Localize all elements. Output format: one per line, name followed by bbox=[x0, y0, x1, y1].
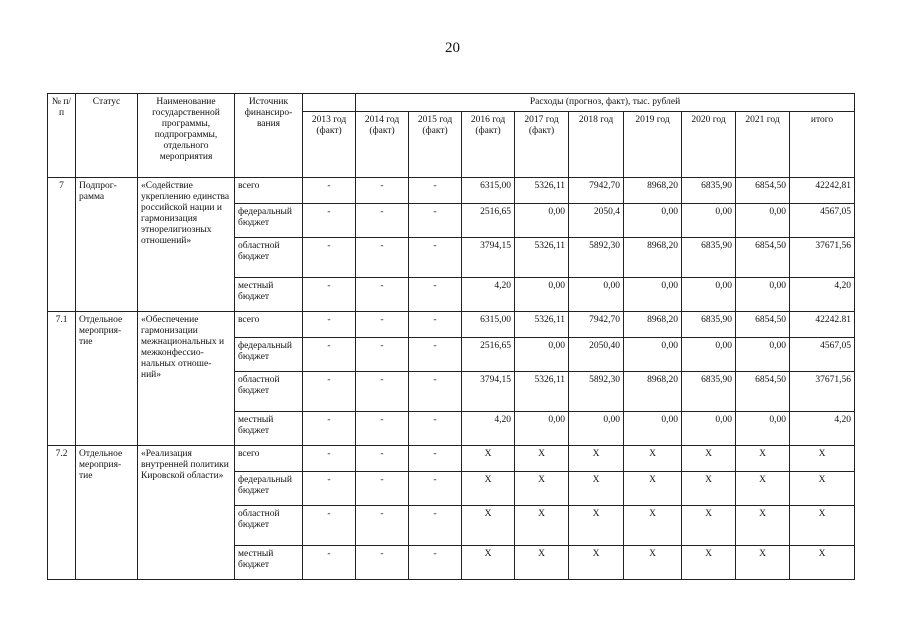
value-cell: X bbox=[790, 446, 855, 472]
group-status: Подпрог-рамма bbox=[76, 178, 138, 312]
value-cell: - bbox=[303, 472, 356, 506]
funding-source: федеральный бюджет bbox=[235, 338, 303, 372]
table-row bbox=[48, 446, 855, 472]
value-cell: X bbox=[682, 446, 736, 472]
header-year-9: итого bbox=[790, 112, 855, 178]
value-cell: 6835,90 bbox=[682, 178, 736, 204]
header-name: Наименование государственной программы, подпрограммы, отдельного мероприятия bbox=[138, 94, 235, 178]
value-cell: 0,00 bbox=[624, 204, 682, 238]
header-year-3: 2016 год (факт) bbox=[462, 112, 515, 178]
value-cell: - bbox=[303, 312, 356, 338]
value-cell: 5326,11 bbox=[515, 312, 569, 338]
value-cell: - bbox=[356, 204, 409, 238]
group-status: Отдельное мероприя-тие bbox=[76, 312, 138, 446]
value-cell: 4,20 bbox=[462, 278, 515, 312]
value-cell: 6854,50 bbox=[736, 178, 790, 204]
value-cell: X bbox=[624, 472, 682, 506]
value-cell: X bbox=[624, 446, 682, 472]
value-cell: X bbox=[462, 546, 515, 580]
value-cell: 6835,90 bbox=[682, 312, 736, 338]
value-cell: 0,00 bbox=[515, 338, 569, 372]
table-row bbox=[48, 312, 855, 338]
value-cell: X bbox=[515, 472, 569, 506]
value-cell: 0,00 bbox=[624, 412, 682, 446]
value-cell: - bbox=[303, 446, 356, 472]
funding-source: всего bbox=[235, 178, 303, 204]
value-cell: - bbox=[409, 338, 462, 372]
value-cell: - bbox=[356, 312, 409, 338]
value-cell: 5892,30 bbox=[569, 238, 624, 278]
value-cell: X bbox=[515, 506, 569, 546]
group-num: 7.2 bbox=[48, 446, 76, 580]
value-cell: 0,00 bbox=[682, 204, 736, 238]
value-cell: - bbox=[303, 204, 356, 238]
value-cell: 6854,50 bbox=[736, 312, 790, 338]
header-num: № п/п bbox=[48, 94, 76, 178]
page-number: 20 bbox=[445, 40, 460, 56]
table-header bbox=[48, 94, 855, 178]
funding-source: местный бюджет bbox=[235, 546, 303, 580]
value-cell: 7942,70 bbox=[569, 178, 624, 204]
funding-source: всего bbox=[235, 312, 303, 338]
value-cell: 42242,81 bbox=[790, 178, 855, 204]
value-cell: 2050,4 bbox=[569, 204, 624, 238]
value-cell: 37671,56 bbox=[790, 238, 855, 278]
table-row bbox=[48, 178, 855, 204]
value-cell: 0,00 bbox=[624, 278, 682, 312]
value-cell: X bbox=[462, 446, 515, 472]
value-cell: - bbox=[356, 338, 409, 372]
table-body bbox=[48, 178, 855, 580]
group-status: Отдельное мероприя-тие bbox=[76, 446, 138, 580]
value-cell: 0,00 bbox=[736, 278, 790, 312]
value-cell: 0,00 bbox=[736, 204, 790, 238]
header-year-2: 2015 год (факт) bbox=[409, 112, 462, 178]
funding-source: федеральный бюджет bbox=[235, 204, 303, 238]
value-cell: 0,00 bbox=[569, 278, 624, 312]
value-cell: X bbox=[462, 506, 515, 546]
value-cell: 8968,20 bbox=[624, 312, 682, 338]
header-year-8: 2021 год bbox=[736, 112, 790, 178]
value-cell: 0,00 bbox=[682, 412, 736, 446]
funding-source: областной бюджет bbox=[235, 372, 303, 412]
value-cell: - bbox=[356, 178, 409, 204]
value-cell: 2516,65 bbox=[462, 338, 515, 372]
value-cell: - bbox=[409, 204, 462, 238]
funding-source: федеральный бюджет bbox=[235, 472, 303, 506]
value-cell: 4,20 bbox=[790, 412, 855, 446]
value-cell: - bbox=[303, 178, 356, 204]
value-cell: - bbox=[409, 472, 462, 506]
value-cell: - bbox=[409, 446, 462, 472]
value-cell: 4567,05 bbox=[790, 204, 855, 238]
header-year-4: 2017 год (факт) bbox=[515, 112, 569, 178]
value-cell: 5892,30 bbox=[569, 372, 624, 412]
header-expenses: Расходы (прогноз, факт), тыс. рублей bbox=[356, 94, 855, 112]
value-cell: - bbox=[409, 238, 462, 278]
value-cell: - bbox=[356, 546, 409, 580]
budget-table bbox=[47, 93, 855, 580]
value-cell: 6315,00 bbox=[462, 312, 515, 338]
funding-source: областной бюджет bbox=[235, 506, 303, 546]
value-cell: - bbox=[356, 372, 409, 412]
value-cell: - bbox=[303, 238, 356, 278]
value-cell: - bbox=[409, 178, 462, 204]
value-cell: - bbox=[356, 472, 409, 506]
value-cell: X bbox=[569, 546, 624, 580]
group-num: 7 bbox=[48, 178, 76, 312]
value-cell: X bbox=[790, 546, 855, 580]
value-cell: - bbox=[303, 412, 356, 446]
value-cell: 6854,50 bbox=[736, 238, 790, 278]
value-cell: 2516,65 bbox=[462, 204, 515, 238]
group-num: 7.1 bbox=[48, 312, 76, 446]
header-year-7: 2020 год bbox=[682, 112, 736, 178]
value-cell: - bbox=[409, 412, 462, 446]
value-cell: 8968,20 bbox=[624, 372, 682, 412]
value-cell: X bbox=[569, 446, 624, 472]
value-cell: 0,00 bbox=[515, 278, 569, 312]
value-cell: 0,00 bbox=[736, 412, 790, 446]
funding-source: всего bbox=[235, 446, 303, 472]
value-cell: 6315,00 bbox=[462, 178, 515, 204]
value-cell: 6854,50 bbox=[736, 372, 790, 412]
value-cell: - bbox=[409, 278, 462, 312]
value-cell: X bbox=[790, 506, 855, 546]
value-cell: X bbox=[569, 472, 624, 506]
header-year-6: 2019 год bbox=[624, 112, 682, 178]
header-year-5: 2018 год bbox=[569, 112, 624, 178]
value-cell: X bbox=[624, 546, 682, 580]
value-cell: X bbox=[462, 472, 515, 506]
group-name: «Обеспечение гармонизации межнациональных и межконфессио-нальных отноше-ний» bbox=[138, 312, 235, 446]
value-cell: 3794,15 bbox=[462, 238, 515, 278]
value-cell: X bbox=[682, 546, 736, 580]
value-cell: X bbox=[790, 472, 855, 506]
value-cell: X bbox=[682, 506, 736, 546]
value-cell: - bbox=[303, 506, 356, 546]
value-cell: 0,00 bbox=[624, 338, 682, 372]
value-cell: 2050,40 bbox=[569, 338, 624, 372]
value-cell: 7942,70 bbox=[569, 312, 624, 338]
value-cell: 8968,20 bbox=[624, 238, 682, 278]
value-cell: X bbox=[624, 506, 682, 546]
value-cell: 3794,15 bbox=[462, 372, 515, 412]
value-cell: 0,00 bbox=[515, 412, 569, 446]
value-cell: 4,20 bbox=[790, 278, 855, 312]
value-cell: - bbox=[356, 238, 409, 278]
value-cell: X bbox=[736, 446, 790, 472]
value-cell: 5326,11 bbox=[515, 238, 569, 278]
value-cell: X bbox=[736, 546, 790, 580]
value-cell: 5326,11 bbox=[515, 372, 569, 412]
value-cell: - bbox=[303, 278, 356, 312]
value-cell: X bbox=[682, 472, 736, 506]
value-cell: - bbox=[356, 446, 409, 472]
value-cell: 0,00 bbox=[515, 204, 569, 238]
header-year-1: 2014 год (факт) bbox=[356, 112, 409, 178]
value-cell: X bbox=[736, 472, 790, 506]
value-cell: 6835,90 bbox=[682, 238, 736, 278]
value-cell: 4567,05 bbox=[790, 338, 855, 372]
value-cell: - bbox=[356, 278, 409, 312]
group-name: «Реализация внутренней политики Кировской области» bbox=[138, 446, 235, 580]
value-cell: 5326,11 bbox=[515, 178, 569, 204]
value-cell: X bbox=[736, 506, 790, 546]
value-cell: 6835,90 bbox=[682, 372, 736, 412]
value-cell: 37671,56 bbox=[790, 372, 855, 412]
value-cell: - bbox=[303, 372, 356, 412]
value-cell: - bbox=[409, 506, 462, 546]
funding-source: областной бюджет bbox=[235, 238, 303, 278]
header-year-0: 2013 год (факт) bbox=[303, 112, 356, 178]
value-cell: - bbox=[409, 312, 462, 338]
value-cell: 0,00 bbox=[569, 412, 624, 446]
value-cell: - bbox=[356, 412, 409, 446]
header-status: Статус bbox=[76, 94, 138, 178]
value-cell: - bbox=[409, 546, 462, 580]
group-name: «Содействие укреплению единства российской нации и гармонизация этнорелигиозных отношений» bbox=[138, 178, 235, 312]
value-cell: X bbox=[515, 446, 569, 472]
value-cell: 8968,20 bbox=[624, 178, 682, 204]
value-cell: 0,00 bbox=[682, 278, 736, 312]
value-cell: 42242.81 bbox=[790, 312, 855, 338]
funding-source: местный бюджет bbox=[235, 278, 303, 312]
value-cell: 4,20 bbox=[462, 412, 515, 446]
value-cell: 0,00 bbox=[736, 338, 790, 372]
header-source: Источник финансиро-вания bbox=[235, 94, 303, 178]
value-cell: 0,00 bbox=[682, 338, 736, 372]
value-cell: - bbox=[303, 338, 356, 372]
value-cell: - bbox=[409, 372, 462, 412]
value-cell: X bbox=[569, 506, 624, 546]
value-cell: - bbox=[303, 546, 356, 580]
header-blank bbox=[303, 94, 356, 112]
value-cell: - bbox=[356, 506, 409, 546]
value-cell: X bbox=[515, 546, 569, 580]
funding-source: местный бюджет bbox=[235, 412, 303, 446]
